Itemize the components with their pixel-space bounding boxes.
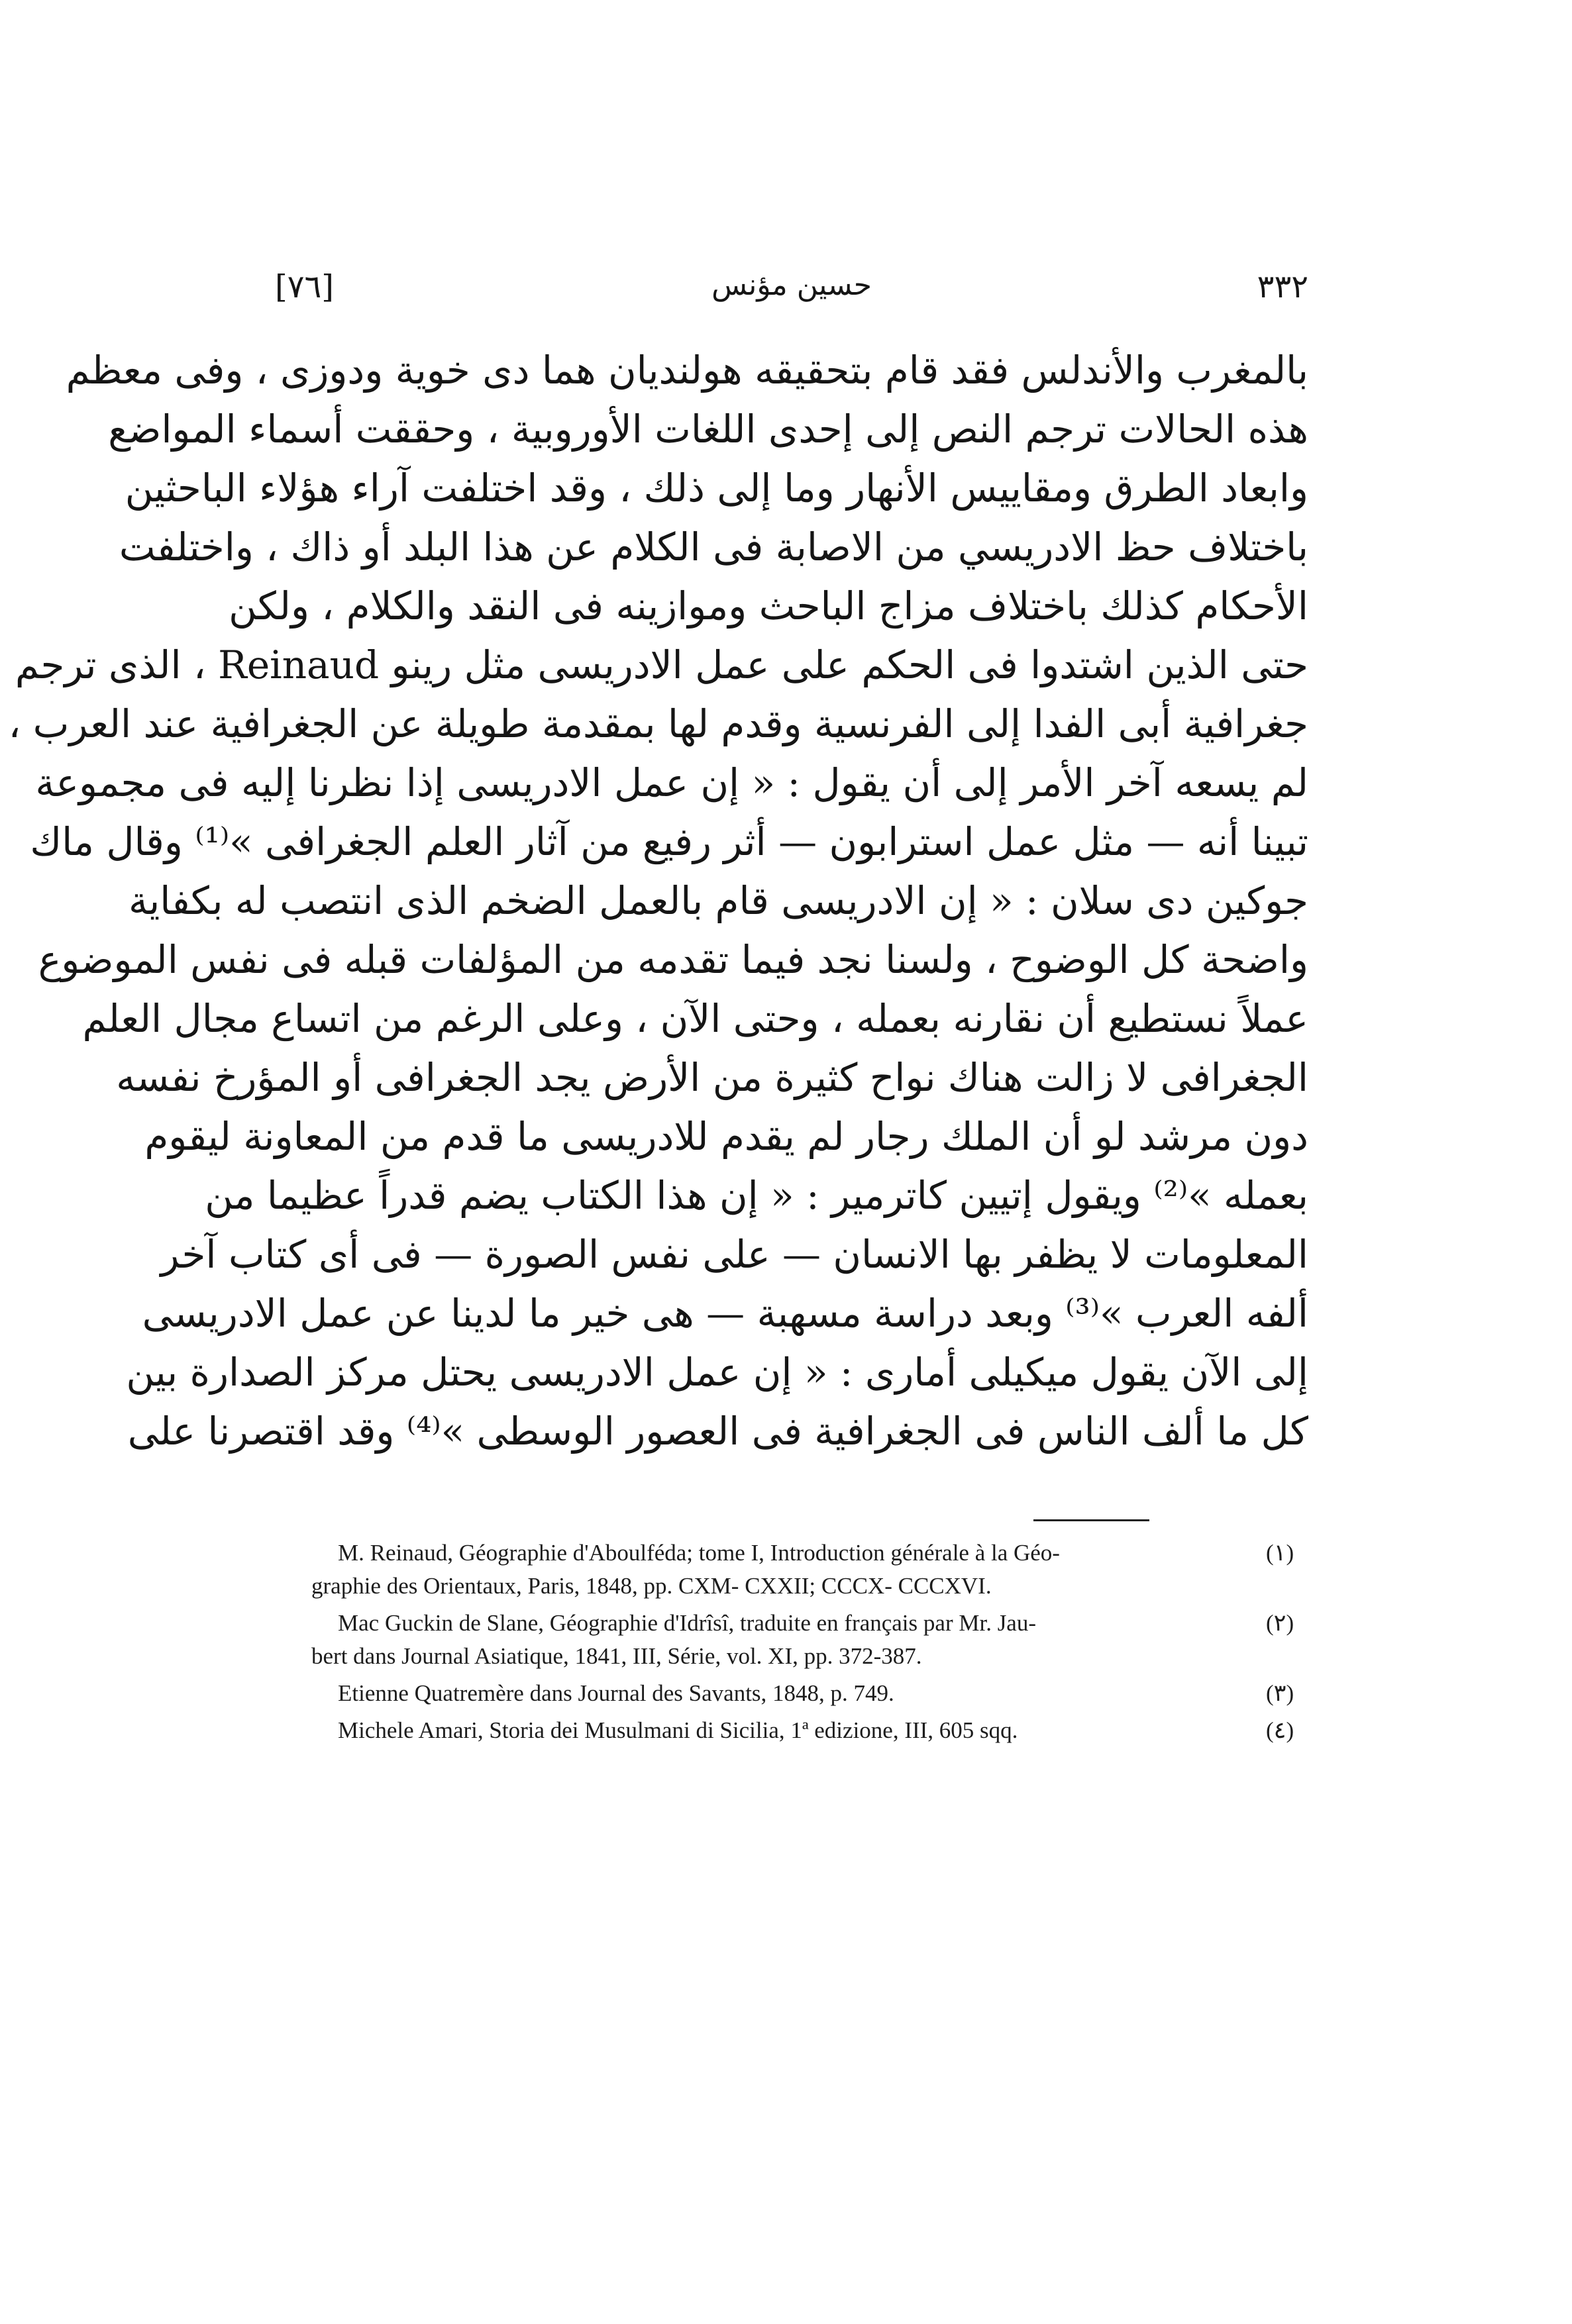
text-line: وابعاد الطرق ومقاييس الأنهار وما إلى ذلك ، وقد اختلفت آراء هؤلاء الباحثين <box>125 466 1308 511</box>
footnotes <box>311 1537 1308 1751</box>
text-line: واضحة كل الوضوح ، ولسنا نجد فيما تقدمه من المؤلفات قبله فى نفس الموضوع <box>38 937 1308 982</box>
footnote <box>311 1607 1308 1673</box>
footnote-number: (٣) <box>1266 1680 1294 1706</box>
footnote <box>311 1714 1308 1747</box>
footnote-line: Etienne Quatremère dans Journal des Savants, 1848, p. 749. <box>338 1680 894 1706</box>
text-line: إلى الآن يقول ميكيلى أمارى : « إن عمل الادريسى يحتل مركز الصدارة بين <box>126 1350 1308 1395</box>
text-line: كل ما ألف الناس فى الجغرافية فى العصور الوسطى »⁽⁴⁾ وقد اقتصرنا على <box>127 1409 1308 1454</box>
footnote <box>311 1677 1308 1710</box>
footnote-line: M. Reinaud, Géographie d'Aboulféda; tome I, Introduction générale à la Géo- <box>338 1540 1060 1566</box>
text-line: بالمغرب والأندلس فقد قام بتحقيقه هولنديان هما دى خوية ودوزى ، وفى معظم <box>66 348 1308 393</box>
footnote-line: bert dans Journal Asiatique, 1841, III, Série, vol. XI, pp. 372-387. <box>311 1643 922 1669</box>
footnote-number: (٤) <box>1266 1717 1294 1743</box>
text-line: لم يسعه آخر الأمر إلى أن يقول : « إن عمل الادريسى إذا نظرنا إليه فى مجموعة <box>35 760 1308 805</box>
footnote <box>311 1537 1308 1603</box>
footnote-number: (٢) <box>1266 1610 1294 1636</box>
footnote-line: graphie des Orientaux, Paris, 1848, pp. CXM- CXXII; CCCX- CCCXVI. <box>311 1573 992 1599</box>
text-line: تبينا أنه — مثل عمل استرابون — أثر رفيع من آثار العلم الجغرافى »⁽¹⁾ وقال ماك <box>30 819 1308 864</box>
footnote-line: Michele Amari, Storia dei Musulmani di Sicilia, 1ª edizione, III, 605 sqq. <box>338 1717 1018 1743</box>
text-line: هذه الحالات ترجم النص إلى إحدى اللغات الأوروبية ، وحققت أسماء المواضع <box>108 407 1308 452</box>
text-line: الجغرافى لا زالت هناك نواح كثيرة من الأرض يجد الجغرافى أو المؤرخ نفسه <box>116 1055 1308 1100</box>
footnote-separator <box>1033 1519 1149 1521</box>
text-line: حتى الذين اشتدوا فى الحكم على عمل الادريسى مثل رينو Reinaud ، الذى ترجم <box>15 642 1308 687</box>
text-line: ألفه العرب »⁽³⁾ وبعد دراسة مسهبة — هى خير ما لدينا عن عمل الادريسى <box>142 1291 1308 1336</box>
text-line: بعمله »⁽²⁾ ويقول إتيين كاترمير : « إن هذا الكتاب يضم قدراً عظيما من <box>205 1173 1308 1218</box>
text-line: جغرافية أبى الفدا إلى الفرنسية وقدم لها بمقدمة طويلة عن الجغرافية عند العرب ، <box>8 701 1308 746</box>
running-header <box>275 268 1308 328</box>
footnote-line: Mac Guckin de Slane, Géographie d'Idrîsî, traduite en français par Mr. Jau- <box>338 1610 1036 1636</box>
author-name: حسين مؤنس <box>711 268 872 302</box>
text-line: باختلاف حظ الادريسي من الاصابة فى الكلام عن هذا البلد أو ذاك ، واختلفت <box>119 525 1308 570</box>
text-line: الأحكام كذلك باختلاف مزاج الباحث وموازينه فى النقد والكلام ، ولكن <box>229 583 1308 629</box>
footnote-number: (١) <box>1266 1540 1294 1566</box>
bracketed-page-number: [٧٦] <box>275 268 335 305</box>
page-number: ٣٣٢ <box>1257 268 1308 305</box>
text-line: المعلومات لا يظفر بها الانسان — على نفس الصورة — فى أى كتاب آخر <box>160 1232 1308 1277</box>
text-line: دون مرشد لو أن الملك رجار لم يقدم للادريسى ما قدم من المعاونة ليقوم <box>144 1114 1308 1159</box>
arabic-body-text <box>8 341 1308 1461</box>
text-line: عملاً نستطيع أن نقارنه بعمله ، وحتى الآن ، وعلى الرغم من اتساع مجال العلم <box>82 996 1308 1041</box>
text-line: جوكين دى سلان : « إن الادريسى قام بالعمل الضخم الذى انتصب له بكفاية <box>129 878 1308 923</box>
